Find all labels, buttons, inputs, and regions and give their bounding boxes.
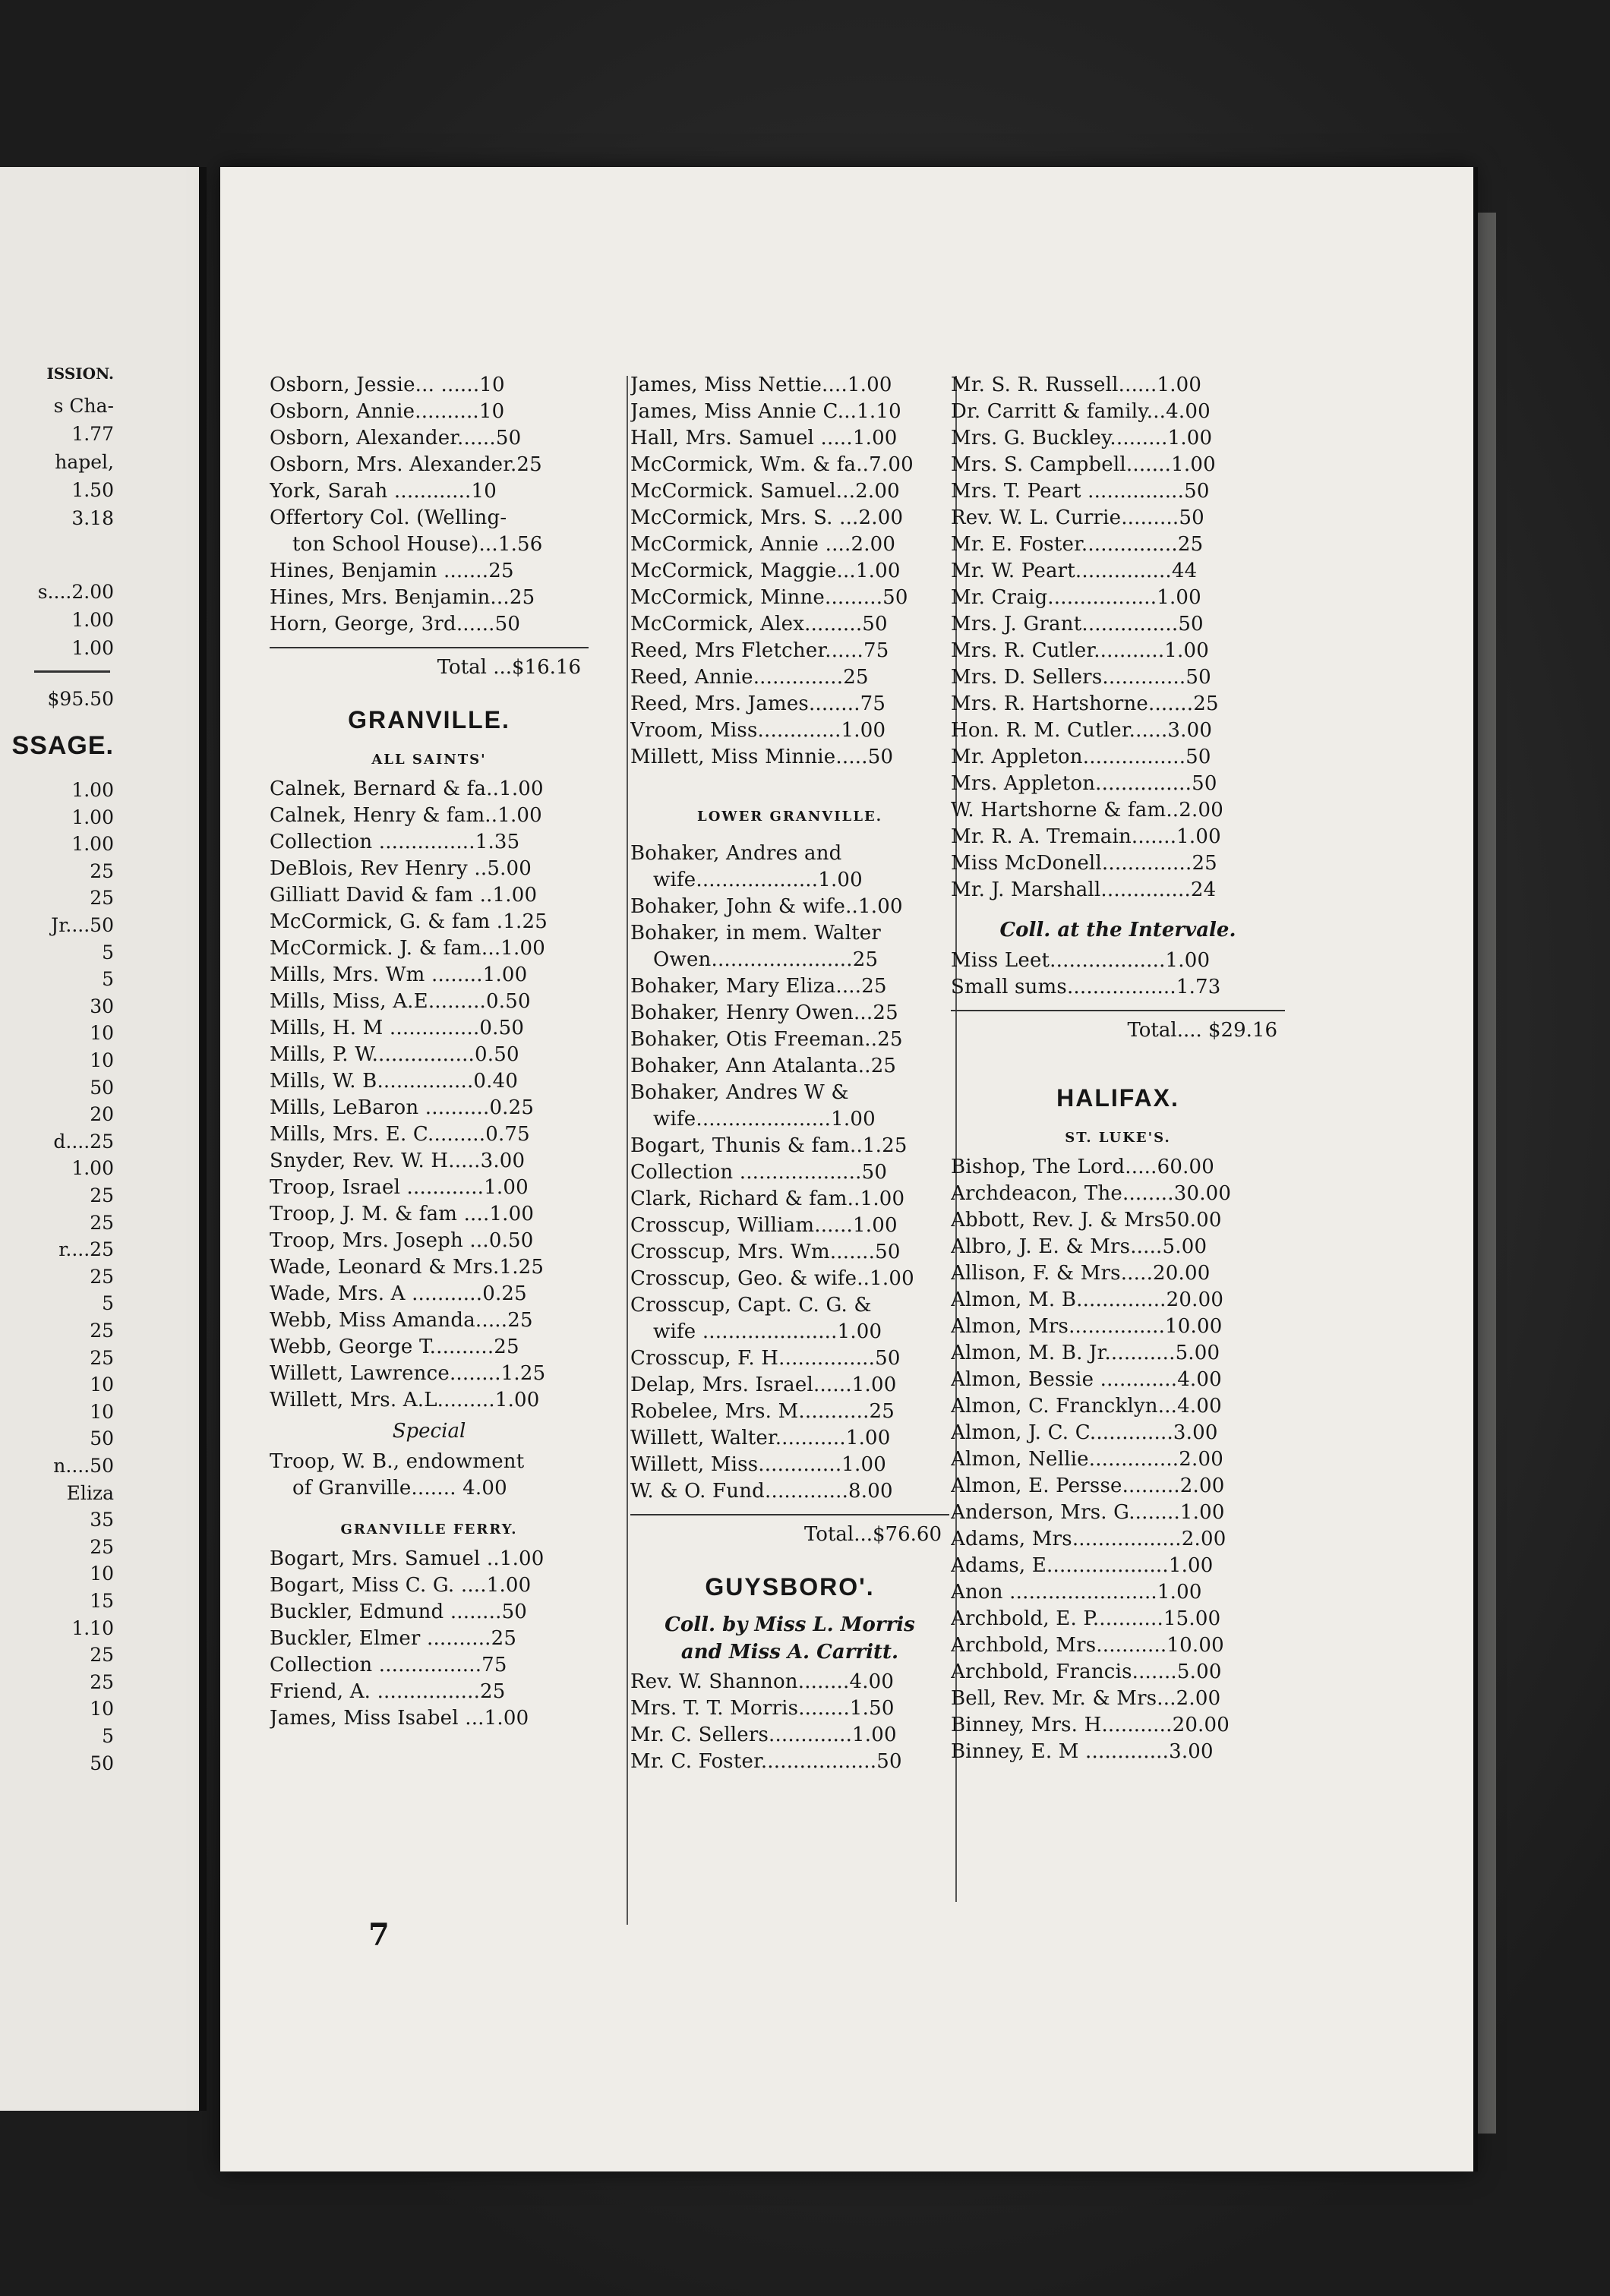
fragment-line: 35 (90, 1509, 114, 1531)
fragment-line: 1.10 (71, 1616, 114, 1639)
column-c (951, 372, 1285, 1765)
fragment-line: 1.00 (71, 637, 114, 659)
list-item: Osborn, Annie..........10 (270, 400, 505, 423)
fragment-line: r....25 (58, 1238, 114, 1261)
list-item: Troop, J. M. & fam ....1.00 (270, 1203, 535, 1225)
fragment-line: 1.00 (71, 609, 114, 631)
list-item: Bogart, Thunis & fam..1.25 (630, 1134, 908, 1157)
coll-by-line-1: Coll. by Miss L. Morris (665, 1613, 915, 1636)
list-item: Horn, George, 3rd......50 (270, 613, 521, 636)
list-item: Osborn, Jessie... ......10 (270, 374, 505, 396)
fragment-total: $95.50 (47, 688, 114, 710)
fragment-line: Jr....50 (51, 914, 114, 936)
list-item: Bogart, Mrs. Samuel ..1.00 (270, 1547, 545, 1570)
list-item: Delap, Mrs. Israel......1.00 (630, 1374, 897, 1396)
list-item: Archbold, E. P...........15.00 (951, 1607, 1221, 1630)
list-item: Bohaker, Otis Freeman..25 (630, 1028, 903, 1051)
list-item: DeBlois, Rev Henry ..5.00 (270, 857, 532, 880)
fragment-line: 25 (90, 1670, 114, 1693)
fragment-line: 25 (90, 1320, 114, 1342)
list-item: James, Miss Annie C...1.10 (630, 400, 901, 423)
fragment-line: 1.00 (71, 1157, 114, 1180)
list-item: Crosscup, Geo. & wife..1.00 (630, 1267, 914, 1290)
list-item: Mr. R. A. Tremain.......1.00 (951, 825, 1221, 848)
fragment-line: d....25 (53, 1130, 114, 1153)
list-item: Almon, J. C. C.............3.00 (951, 1421, 1218, 1444)
list-item: Crosscup, Mrs. Wm.......50 (630, 1241, 901, 1263)
list-item: Wade, Leonard & Mrs.1.25 (270, 1256, 545, 1279)
list-item: Willett, Lawrence........1.25 (270, 1362, 546, 1385)
fragment-heading: SSAGE. (11, 731, 114, 760)
fragment-line: n....50 (53, 1455, 114, 1477)
list-item: Millett, Miss Minnie.....50 (630, 746, 894, 768)
list-item: Willett, Mrs. A.L.........1.00 (270, 1389, 540, 1411)
list-item: McCormick, Wm. & fa..7.00 (630, 453, 914, 476)
guysboro-title: GUYSBORO'. (705, 1573, 875, 1601)
list-item: Mr. J. Marshall..............24 (951, 878, 1217, 901)
column-divider (627, 376, 628, 1925)
list-item: Dr. Carritt & family...4.00 (951, 400, 1211, 423)
list-item: Mills, Mrs. E. C.........0.75 (270, 1123, 530, 1146)
fragment-line: 5 (102, 968, 114, 991)
list-item: Mr. Craig.................1.00 (951, 586, 1201, 609)
list-item: Mr. C. Sellers.............1.00 (630, 1724, 897, 1746)
fragment-line: 10 (90, 1400, 114, 1423)
list-item: James, Miss Isabel ...1.00 (270, 1707, 529, 1730)
list-item: Mills, Miss, A.E.........0.50 (270, 990, 531, 1013)
list-item: Mr. S. R. Russell......1.00 (951, 374, 1202, 396)
list-item: Calnek, Henry & fam..1.00 (270, 804, 542, 827)
list-item: Almon, M. B. Jr...........5.00 (951, 1342, 1220, 1364)
list-item: Archbold, Francis.......5.00 (951, 1660, 1222, 1683)
list-item: Gilliatt David & fam ..1.00 (270, 884, 538, 907)
list-item: Almon, Nellie..............2.00 (951, 1448, 1223, 1471)
list-item: wife .....................1.00 (653, 1320, 882, 1343)
list-item: Almon, Mrs...............10.00 (951, 1315, 1223, 1338)
list-item: Mills, LeBaron ..........0.25 (270, 1096, 535, 1119)
fragment-line: 10 (90, 1563, 114, 1585)
list-item: Calnek, Bernard & fa..1.00 (270, 777, 544, 800)
granville-title: GRANVILLE. (348, 706, 510, 733)
column-a (270, 372, 589, 1732)
list-item: Mrs. Appleton...............50 (951, 772, 1217, 795)
list-item: Vroom, Miss.............1.00 (630, 719, 886, 742)
list-item: Archdeacon, The........30.00 (951, 1182, 1232, 1205)
list-item: Reed, Annie..............25 (630, 666, 869, 689)
fragment-line: 30 (90, 995, 114, 1017)
list-item: Collection ...............1.35 (270, 831, 520, 853)
list-item: Anderson, Mrs. G........1.00 (951, 1501, 1225, 1524)
fragment-line: ISSION. (46, 364, 114, 383)
fragment-line: 25 (90, 1184, 114, 1206)
list-item: Almon, M. B..............20.00 (951, 1288, 1224, 1311)
left-page-fragment (0, 167, 207, 2111)
fragment-line: 10 (90, 1022, 114, 1045)
list-item: Hon. R. M. Cutler......3.00 (951, 719, 1213, 742)
list-item: Troop, Israel ............1.00 (270, 1176, 529, 1199)
fragment-line: hapel, (55, 451, 114, 473)
list-item: Webb, Miss Amanda.....25 (270, 1309, 533, 1332)
list-item: Willett, Miss.............1.00 (630, 1453, 886, 1476)
list-item: Bohaker, Ann Atalanta..25 (630, 1055, 897, 1077)
fragment-line: 1.00 (71, 806, 114, 828)
lower-granville-total: Total...$76.60 (630, 1514, 949, 1555)
list-item: of Granville....... 4.00 (292, 1477, 507, 1500)
list-item: Mrs. R. Hartshorne.......25 (951, 692, 1219, 715)
page-number: 7 (368, 1917, 390, 1953)
fragment-line: 1.50 (71, 479, 114, 501)
list-item: ton School House)...1.56 (292, 533, 543, 556)
fragment-line: 5 (102, 941, 114, 964)
list-item: McCormick, Annie ....2.00 (630, 533, 896, 556)
list-item: Osborn, Mrs. Alexander.25 (270, 453, 542, 476)
intervale-title: Coll. at the Intervale. (999, 919, 1236, 941)
list-item: Mills, W. B...............0.40 (270, 1070, 519, 1093)
list-item: Mrs. G. Buckley.........1.00 (951, 427, 1213, 449)
fragment-line: 25 (90, 1211, 114, 1234)
list-item: James, Miss Nettie....1.00 (630, 374, 892, 396)
list-item: McCormick, Minne.........50 (630, 586, 908, 609)
fragment-rule (34, 670, 110, 673)
list-item: McCormick, Alex.........50 (630, 613, 888, 636)
list-item: Reed, Mrs Fletcher......75 (630, 639, 889, 662)
list-item: Mr. E. Foster...............25 (951, 533, 1204, 556)
fragment-line: 10 (90, 1049, 114, 1071)
list-item: Crosscup, Capt. C. G. & (630, 1294, 872, 1317)
list-item: Wade, Mrs. A ...........0.25 (270, 1282, 527, 1305)
list-item: Miss McDonell..............25 (951, 852, 1217, 875)
list-item: Snyder, Rev. W. H.....3.00 (270, 1150, 526, 1172)
fragment-line: s Cha- (53, 395, 114, 417)
list-item: Bohaker, Andres and (630, 842, 842, 865)
list-item: Collection ...................50 (630, 1161, 888, 1184)
list-item: Mills, Mrs. Wm ........1.00 (270, 964, 528, 986)
fragment-line: 25 (90, 1535, 114, 1558)
list-item: Rev. W. Shannon........4.00 (630, 1670, 895, 1693)
fragment-line: 20 (90, 1103, 114, 1126)
list-item: Anon .......................1.00 (951, 1581, 1202, 1604)
fragment-line: 25 (90, 1346, 114, 1369)
list-item: Mills, P. W................0.50 (270, 1043, 519, 1066)
list-item: Bell, Rev. Mr. & Mrs...2.00 (951, 1687, 1221, 1710)
list-item: Osborn, Alexander......50 (270, 427, 522, 449)
fragment-line: 25 (90, 1644, 114, 1667)
list-item: W. & O. Fund.............8.00 (630, 1480, 893, 1503)
fragment-line: 10 (90, 1698, 114, 1720)
fragment-line: s....2.00 (37, 581, 114, 603)
list-item: Archbold, Mrs...........10.00 (951, 1634, 1224, 1657)
list-item: McCormick, Maggie...1.00 (630, 560, 901, 582)
list-item: Friend, A. ................25 (270, 1680, 506, 1703)
list-item: Almon, C. Francklyn...4.00 (951, 1395, 1222, 1418)
list-item: York, Sarah ............10 (270, 480, 497, 503)
fragment-line: 1.77 (71, 423, 114, 445)
list-item: Adams, Mrs.................2.00 (951, 1528, 1226, 1550)
list-item: Almon, Bessie ............4.00 (951, 1368, 1222, 1391)
list-item: Bohaker, in mem. Walter (630, 922, 881, 945)
intervale-total: Total.... $29.16 (951, 1010, 1285, 1051)
fragment-line: 5 (102, 1725, 114, 1747)
fragment-line: 50 (90, 1752, 114, 1774)
list-item: McCormick. Samuel...2.00 (630, 480, 900, 503)
fragment-line: 3.18 (71, 507, 114, 529)
osborn-total: Total ...$16.16 (270, 647, 589, 688)
list-item: Crosscup, F. H...............50 (630, 1347, 901, 1370)
list-item: W. Hartshorne & fam..2.00 (951, 799, 1223, 822)
list-item: Mrs. T. Peart ...............50 (951, 480, 1210, 503)
list-item: Small sums.................1.73 (951, 976, 1221, 998)
list-item: Rev. W. L. Currie.........50 (951, 506, 1204, 529)
list-item: Albro, J. E. & Mrs.....5.00 (951, 1235, 1208, 1258)
list-item: Reed, Mrs. James........75 (630, 692, 886, 715)
list-item: Clark, Richard & fam..1.00 (630, 1187, 905, 1210)
list-item: McCormick, Mrs. S. ...2.00 (630, 506, 904, 529)
list-item: Adams, E...................1.00 (951, 1554, 1214, 1577)
fragment-line: 50 (90, 1427, 114, 1450)
list-item: Mr. Appleton................50 (951, 746, 1211, 768)
list-item: Binney, E. M .............3.00 (951, 1740, 1214, 1763)
list-item: Mrs. T. T. Morris........1.50 (630, 1697, 895, 1720)
list-item: Mr. C. Foster..................50 (630, 1750, 902, 1773)
list-item: Bohaker, Andres W & (630, 1081, 849, 1104)
fragment-line: 5 (102, 1292, 114, 1315)
fragment-line: Eliza (66, 1481, 114, 1504)
st-lukes-title: ST. LUKE'S. (1065, 1130, 1171, 1146)
special-title: Special (392, 1420, 466, 1443)
list-item: wife.....................1.00 (653, 1108, 876, 1131)
list-item: Troop, Mrs. Joseph ...0.50 (270, 1229, 534, 1252)
list-item: Collection ................75 (270, 1654, 507, 1676)
list-item: Robelee, Mrs. M...........25 (630, 1400, 895, 1423)
fragment-line: 10 (90, 1374, 114, 1396)
fragment-line: 1.00 (71, 779, 114, 801)
list-item: Hines, Mrs. Benjamin...25 (270, 586, 535, 609)
column-b (630, 372, 949, 1775)
list-item: Mills, H. M ..............0.50 (270, 1017, 525, 1039)
list-item: Mrs. D. Sellers.............50 (951, 666, 1211, 689)
halifax-title: HALIFAX. (1056, 1084, 1179, 1112)
list-item: wife...................1.00 (653, 869, 863, 891)
list-item: Bohaker, Mary Eliza....25 (630, 975, 887, 998)
list-item: Buckler, Edmund ........50 (270, 1601, 528, 1623)
fragment-line: 15 (90, 1590, 114, 1612)
list-item: Miss Leet..................1.00 (951, 949, 1211, 972)
list-item: Crosscup, William......1.00 (630, 1214, 898, 1237)
fragment-line: 25 (90, 1265, 114, 1288)
list-item: Offertory Col. (Welling- (270, 506, 507, 529)
coll-by-line-2: and Miss A. Carritt. (680, 1641, 899, 1664)
list-item: Webb, George T..........25 (270, 1336, 519, 1358)
list-item: Hines, Benjamin .......25 (270, 560, 514, 582)
fragment-line: 1.00 (71, 833, 114, 856)
list-item: Hall, Mrs. Samuel .....1.00 (630, 427, 898, 449)
fragment-line: 25 (90, 859, 114, 882)
list-item: Mrs. R. Cutler...........1.00 (951, 639, 1209, 662)
lower-granville-title: LOWER GRANVILLE. (697, 809, 882, 825)
list-item: Abbott, Rev. J. & Mrs50.00 (951, 1209, 1222, 1232)
main-page (220, 167, 1473, 2171)
list-item: Mrs. S. Campbell.......1.00 (951, 453, 1216, 476)
list-item: Buckler, Elmer ..........25 (270, 1627, 517, 1650)
all-saints-title: ALL SAINTS' (371, 752, 487, 768)
list-item: Allison, F. & Mrs.....20.00 (951, 1262, 1211, 1285)
list-item: Bohaker, Henry Owen...25 (630, 1001, 898, 1024)
list-item: McCormick. J. & fam...1.00 (270, 937, 545, 960)
list-item: Bishop, The Lord.....60.00 (951, 1156, 1215, 1178)
list-item: Bogart, Miss C. G. ....1.00 (270, 1574, 532, 1597)
list-item: Bohaker, John & wife..1.00 (630, 895, 903, 918)
list-item: Binney, Mrs. H...........20.00 (951, 1714, 1230, 1736)
list-item: Almon, E. Persse.........2.00 (951, 1474, 1225, 1497)
list-item: Mr. W. Peart...............44 (951, 560, 1198, 582)
list-item: Mrs. J. Grant...............50 (951, 613, 1204, 636)
list-item: Owen......................25 (653, 948, 879, 971)
list-item: Troop, W. B., endowment (270, 1450, 525, 1473)
list-item: Willett, Walter...........1.00 (630, 1427, 891, 1449)
page-edge (1473, 213, 1496, 2134)
fragment-line: 25 (90, 887, 114, 910)
list-item: McCormick, G. & fam .1.25 (270, 910, 548, 933)
fragment-line: 50 (90, 1076, 114, 1099)
granville-ferry-title: GRANVILLE FERRY. (340, 1522, 518, 1538)
